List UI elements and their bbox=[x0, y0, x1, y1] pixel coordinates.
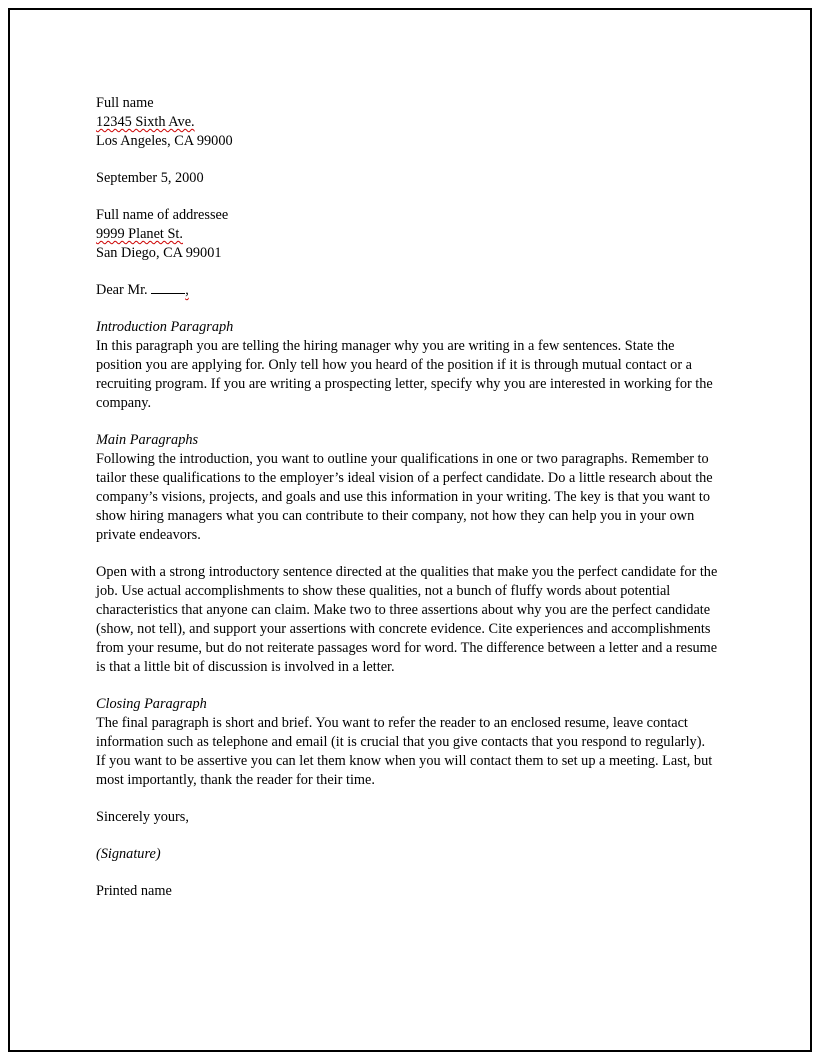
section-heading: Introduction Paragraph bbox=[96, 319, 234, 335]
addressee-street: 9999 Planet St. bbox=[96, 226, 183, 242]
section-paragraph: Following the introduction, you want to outline your qualifications in one or two paragraphs. Remember to tailor these qualifications to the employer’s ideal vision of a perfect candidate. Do a little research about the company’s visions, projects, and goals and use this information in your writing. The key is that you want to show hiring managers what you can contribute to their company, not how they can help you in your own private endeavors. bbox=[96, 451, 713, 543]
section-paragraph: In this paragraph you are telling the hiring manager why you are writing in a few sentences. State the position you are applying for. Only tell how you heard of the position if it is through mutual contact or a recruiting program. If you are writing a prospecting letter, specify why you are interested in working for the company. bbox=[96, 338, 713, 411]
section-introduction bbox=[96, 318, 718, 413]
addressee-city-state-zip: San Diego, CA 99001 bbox=[96, 245, 222, 261]
signature-block bbox=[96, 845, 718, 864]
letter-body bbox=[96, 94, 718, 919]
printed-name-block bbox=[96, 882, 718, 901]
section-paragraph: Open with a strong introductory sentence directed at the qualities that make you the perfect candidate for the job. Use actual accomplishments to show these qualities, not a bunch of fluffy words about potential characteristics that anyone can claim. Make two to three assertions about why you are the perfect candidate (show, not tell), and support your assertions with concrete evidence. Cite experiences and accomplishments from your resume, but do not reiterate passages word for word. The difference between a letter and a resume is that a little bit of discussion is involved in a letter. bbox=[96, 564, 718, 675]
section-paragraph: The final paragraph is short and brief. You want to refer the reader to an enclosed resume, leave contact information such as telephone and email (it is crucial that you give contacts that you respond to regularly). If you want to be assertive you can let them know when you will contact them to set up a meeting. Last, but most importantly, thank the reader for their time. bbox=[96, 715, 713, 788]
signature-placeholder: (Signature) bbox=[96, 846, 161, 862]
date-block bbox=[96, 169, 718, 188]
section-heading: Closing Paragraph bbox=[96, 696, 207, 712]
closing-block bbox=[96, 808, 718, 827]
letter-date: September 5, 2000 bbox=[96, 170, 204, 186]
salutation-prefix: Dear Mr. bbox=[96, 282, 152, 298]
salutation-blank bbox=[151, 281, 185, 294]
addressee-address-block bbox=[96, 206, 718, 263]
section-main bbox=[96, 431, 718, 677]
section-heading: Main Paragraphs bbox=[96, 432, 199, 448]
sender-name: Full name bbox=[96, 95, 154, 111]
closing-salutation: Sincerely yours, bbox=[96, 809, 189, 825]
printed-name: Printed name bbox=[96, 883, 172, 899]
sender-address-block bbox=[96, 94, 718, 151]
sender-city-state-zip: Los Angeles, CA 99000 bbox=[96, 133, 233, 149]
salutation-suffix: , bbox=[185, 282, 189, 298]
addressee-name: Full name of addressee bbox=[96, 207, 229, 223]
salutation-block bbox=[96, 281, 718, 300]
sender-street: 12345 Sixth Ave. bbox=[96, 114, 195, 130]
section-closing bbox=[96, 695, 718, 790]
